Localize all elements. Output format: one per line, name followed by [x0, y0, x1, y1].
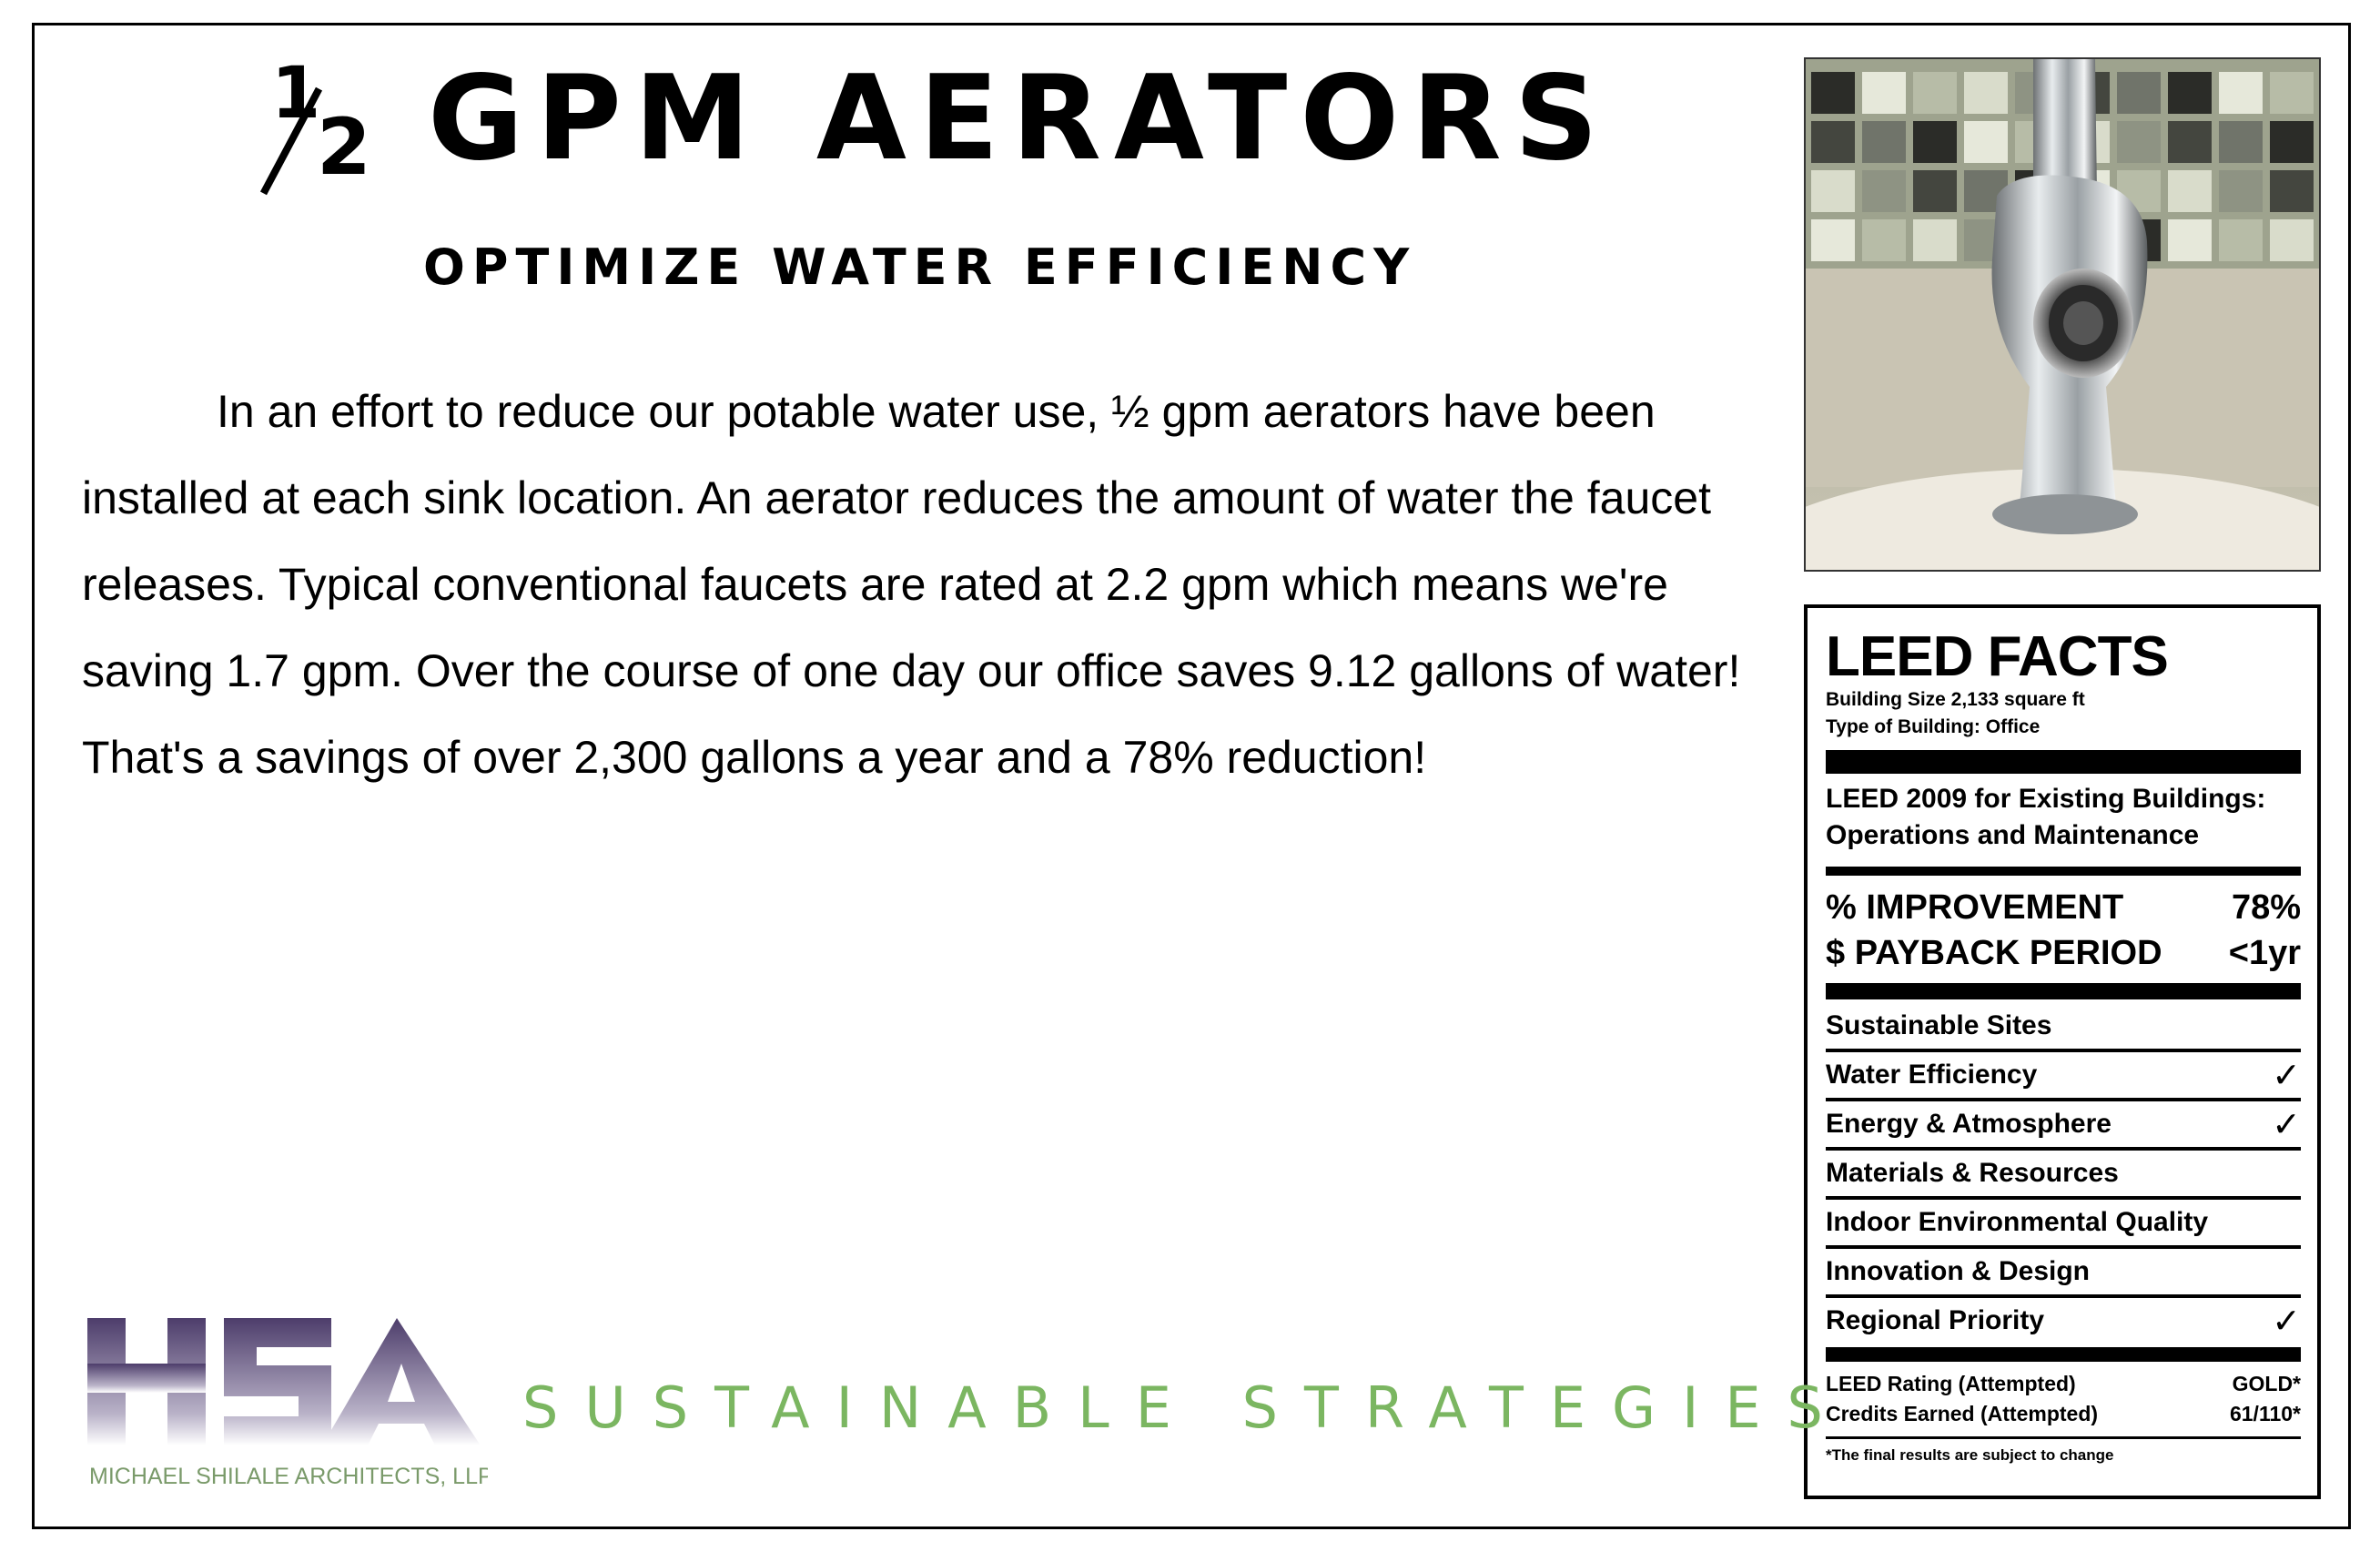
mosaic-tile — [2168, 121, 2212, 163]
mosaic-tile — [1862, 121, 1906, 163]
category-label: Sustainable Sites — [1826, 1010, 2052, 1040]
payback-value: <1yr — [2228, 934, 2301, 972]
mosaic-tile — [2168, 219, 2212, 261]
body-paragraph: In an effort to reduce our potable water use, ½ gpm aerators have been installed at each sink location. An aerator reduces the amount of water the faucet releases. Typical conventional faucets are rated at 2.2 gpm which means we're saving 1.7 gpm. Over the course of one day our office saves 9.12 gallons of water! That's a savings of over 2,300 gallons a year and a 78% reduction! — [82, 386, 1741, 783]
mosaic-tile — [2219, 121, 2263, 163]
fraction-denominator: 2 — [317, 102, 371, 193]
half-fraction — [264, 46, 373, 191]
rating-value: GOLD* — [2232, 1372, 2301, 1395]
mosaic-tile — [2270, 219, 2314, 261]
category-row — [1826, 1249, 2301, 1298]
footnote: *The final results are subject to change — [1826, 1446, 2114, 1464]
mosaic-tile — [1811, 121, 1855, 163]
page-title — [264, 46, 1629, 191]
payback-label: $ PAYBACK PERIOD — [1826, 934, 2162, 972]
mosaic-tile — [2168, 72, 2212, 114]
faucet-photo — [1804, 57, 2321, 572]
mosaic-tile — [2168, 170, 2212, 212]
divider — [1826, 1347, 2301, 1362]
leed-facts-panel — [1804, 604, 2321, 1499]
mosaic-tile — [2117, 72, 2161, 114]
mosaic-tile — [2117, 121, 2161, 163]
mosaic-tile — [2270, 72, 2314, 114]
check-icon: ✓ — [2272, 1104, 2301, 1144]
hsa-logo — [87, 1311, 488, 1493]
check-icon: ✓ — [2272, 1055, 2301, 1095]
mosaic-tile — [1862, 170, 1906, 212]
credits-label: Credits Earned (Attempted) — [1826, 1402, 2099, 1425]
mosaic-tile — [1811, 170, 1855, 212]
mosaic-tile — [2219, 170, 2263, 212]
mosaic-tile — [1811, 72, 1855, 114]
mosaic-tile — [1964, 121, 2008, 163]
improvement-row — [1826, 885, 2301, 930]
mosaic-tile — [1862, 72, 1906, 114]
tagline: SUSTAINABLE STRATEGIES — [522, 1374, 1849, 1441]
category-label: Water Efficiency — [1826, 1060, 2038, 1090]
rating-label: LEED Rating (Attempted) — [1826, 1372, 2076, 1395]
category-row — [1826, 1101, 2301, 1151]
divider — [1826, 750, 2301, 774]
facts-title: LEED FACTS — [1826, 625, 2168, 688]
fraction-numerator: 1 — [271, 53, 321, 135]
category-label: Regional Priority — [1826, 1305, 2045, 1335]
mosaic-tile — [2219, 219, 2263, 261]
mosaic-tile — [1811, 219, 1855, 261]
category-row — [1826, 1200, 2301, 1249]
title-text: GPM AERATORS — [428, 50, 1611, 187]
category-row — [1826, 1298, 2301, 1344]
mosaic-tile — [1913, 219, 1957, 261]
mosaic-tile — [2270, 121, 2314, 163]
credits-value: 61/110* — [2229, 1402, 2301, 1425]
check-icon: ✓ — [2272, 1301, 2301, 1341]
improvement-value: 78% — [2231, 888, 2301, 927]
standard-line-1: LEED 2009 for Existing Buildings: — [1826, 784, 2266, 814]
mosaic-tile — [2219, 72, 2263, 114]
rating-row — [1826, 1369, 2301, 1399]
building-type: Type of Building: Office — [1826, 716, 2041, 737]
subtitle: OPTIMIZE WATER EFFICIENCY — [423, 238, 1417, 296]
firm-name: MICHAEL SHILALE ARCHITECTS, LLP — [89, 1464, 488, 1489]
building-size: Building Size 2,133 square ft — [1826, 689, 2085, 710]
category-row — [1826, 1052, 2301, 1101]
category-label: Materials & Resources — [1826, 1158, 2119, 1188]
mosaic-tile — [1913, 121, 1957, 163]
category-label: Innovation & Design — [1826, 1256, 2091, 1286]
mosaic-tile — [1913, 72, 1957, 114]
divider — [1826, 1436, 2301, 1439]
category-list — [1826, 1003, 2301, 1344]
category-row — [1826, 1003, 2301, 1052]
category-label: Energy & Atmosphere — [1826, 1109, 2112, 1139]
payback-row — [1826, 930, 2301, 976]
mosaic-tile — [2270, 170, 2314, 212]
category-row — [1826, 1151, 2301, 1200]
divider — [1826, 867, 2301, 876]
mosaic-tile — [1913, 170, 1957, 212]
improvement-label: % IMPROVEMENT — [1826, 888, 2124, 927]
credits-row — [1826, 1399, 2301, 1429]
category-label: Indoor Environmental Quality — [1826, 1207, 2209, 1237]
body-text — [82, 369, 1784, 801]
divider — [1826, 983, 2301, 999]
mosaic-tile — [1862, 219, 1906, 261]
faucet-image — [1806, 59, 2319, 570]
mosaic-tile — [1964, 72, 2008, 114]
company-logo — [87, 1311, 488, 1493]
standard-line-2: Operations and Maintenance — [1826, 820, 2200, 850]
